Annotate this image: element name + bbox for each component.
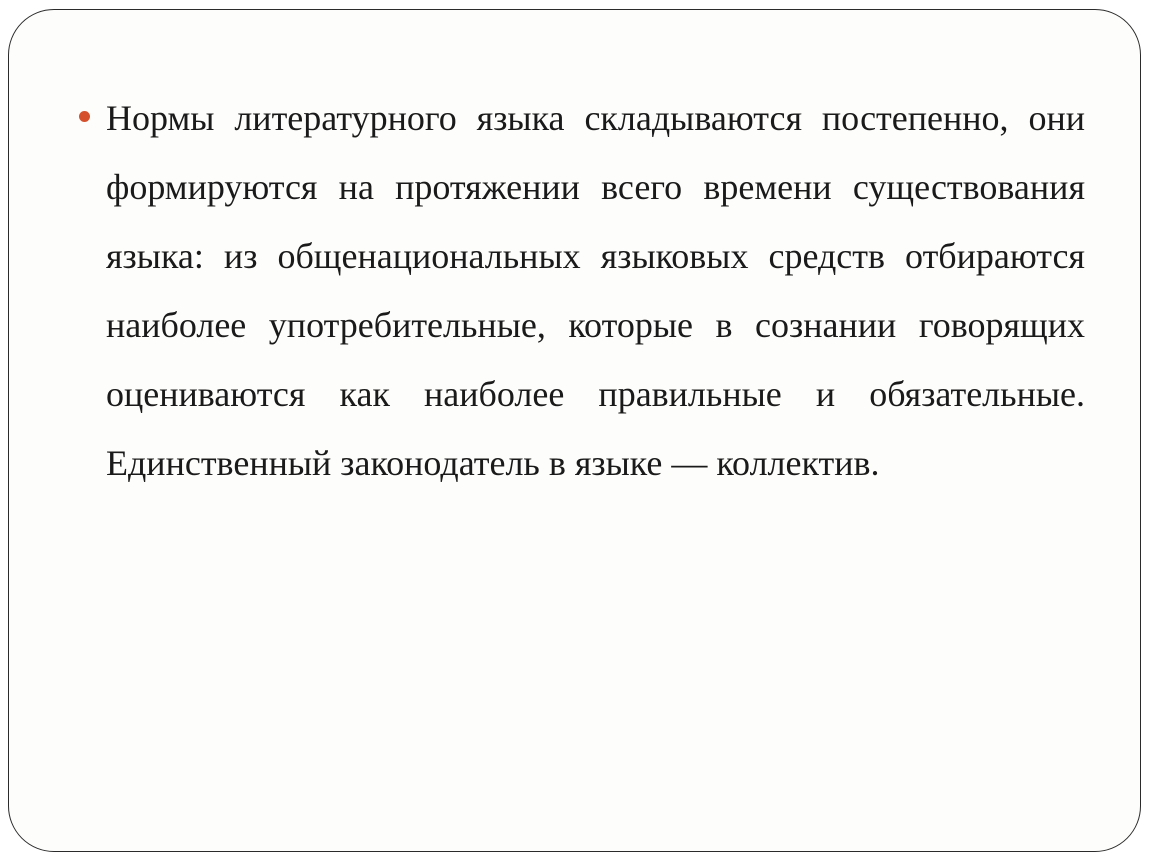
bullet-text: Нормы литературного языка складываются постепенно, они формируются на протяжении всего времени существования языка: из общенациональных языковых средств отбираются наиболее употребительные, которые в сознании говорящих оцениваются как наиболее правильные и обязательные. Единственный законодатель в языке — коллектив. (106, 98, 1085, 483)
bullet-item (79, 84, 1085, 498)
bullet-dot-icon (79, 111, 90, 122)
slide-frame (8, 9, 1141, 852)
